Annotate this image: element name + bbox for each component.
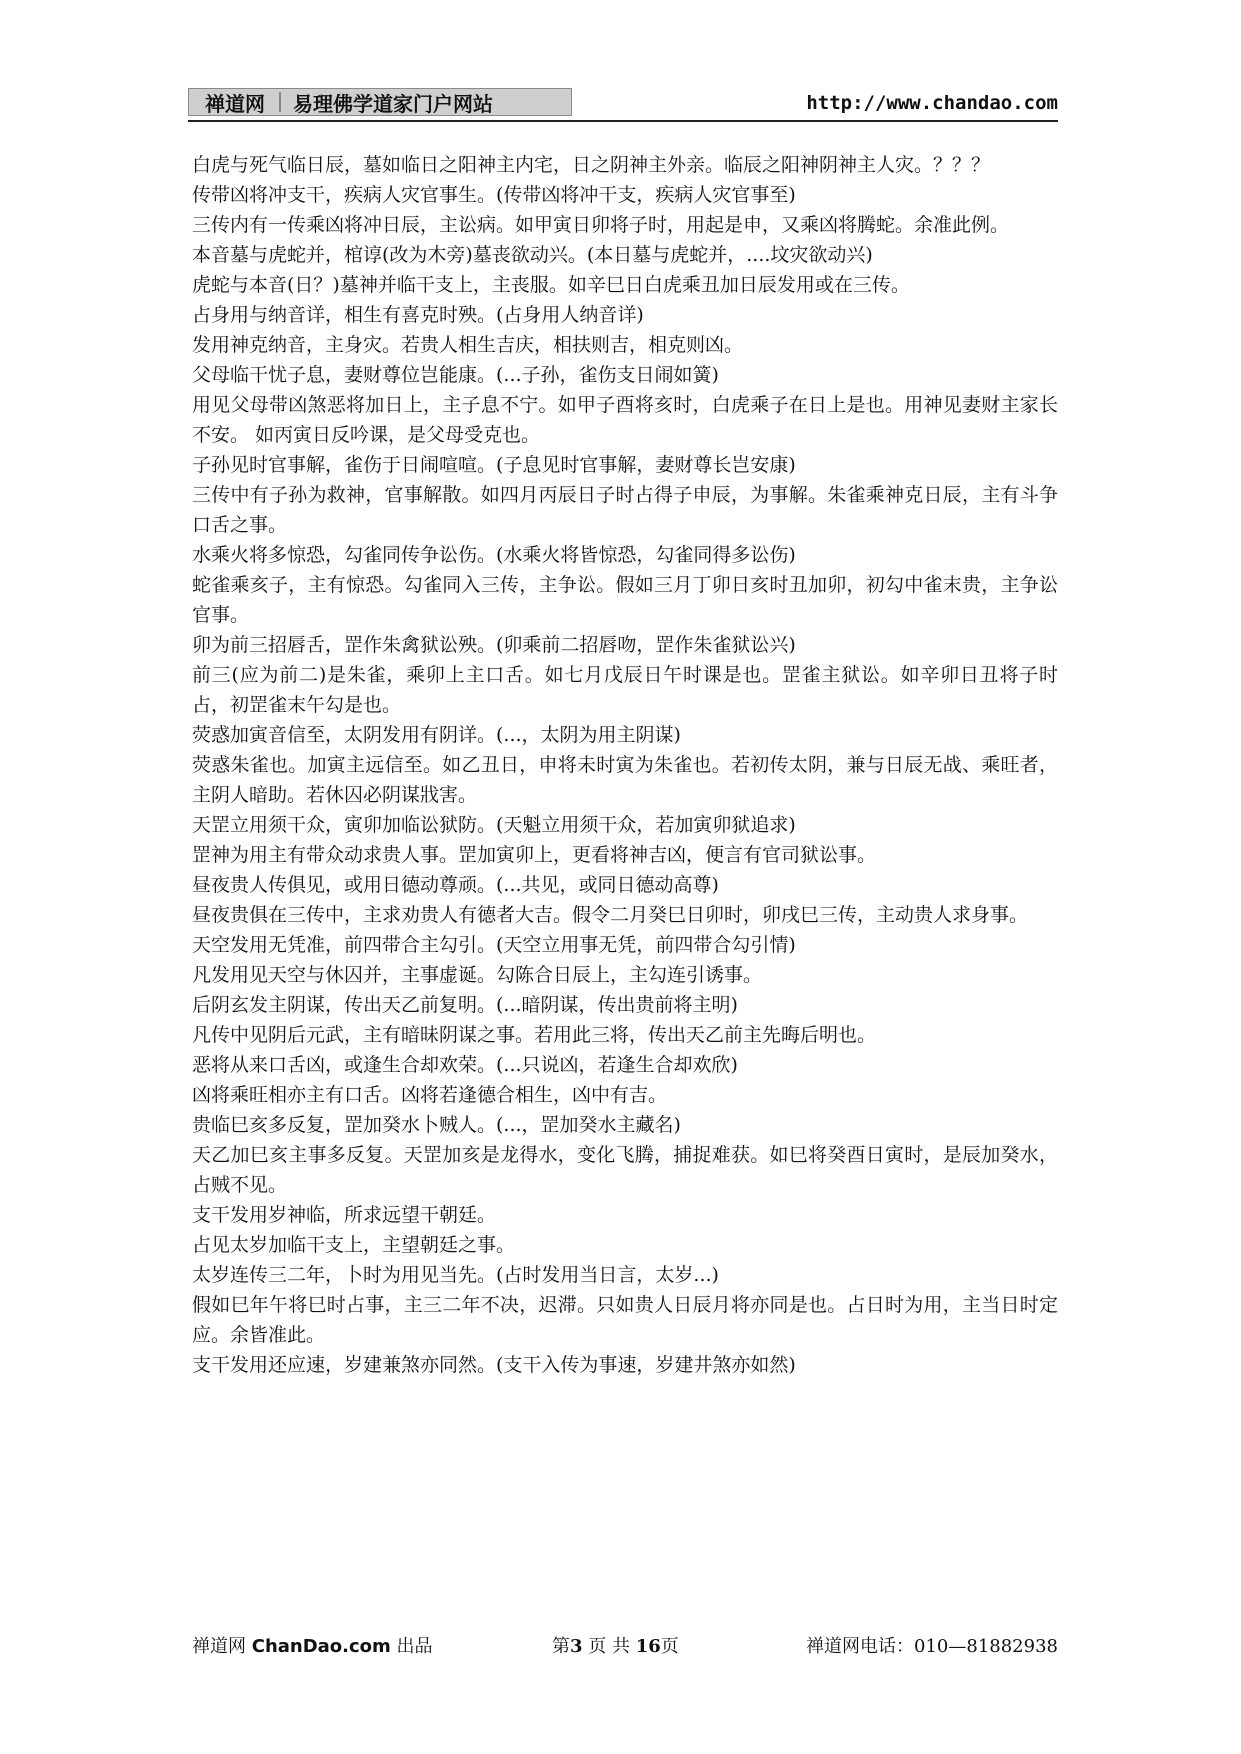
header-rule	[188, 120, 1058, 122]
paragraph: 白虎与死气临日辰，墓如临日之阳神主内宅，日之阴神主外亲。临辰之阳神阴神主人灾。？？？	[192, 154, 991, 176]
paragraph: 支干发用还应速，岁建兼煞亦同然。(支干入传为事速，岁建井煞亦如然)	[192, 1354, 796, 1376]
page-number-suffix: 页	[660, 1636, 679, 1657]
paragraph: 占身用与纳音详，相生有喜克时殃。(占身用人纳音详)	[192, 304, 644, 326]
total-pages: 16	[635, 1636, 661, 1657]
paragraph: 支干发用岁神临，所求远望干朝廷。	[192, 1204, 497, 1226]
paragraph: 假如巳年午将巳时占事，主三二年不决，迟滞。只如贵人日辰月将亦同是也。占日时为用，主当日时定应。余皆准此。	[192, 1294, 1058, 1346]
page-header	[188, 88, 1058, 124]
footer-credit	[192, 1632, 433, 1658]
paragraph: 恶将从来口舌凶，或逢生合却欢荣。(...只说凶，若逢生合却欢欣)	[192, 1054, 738, 1076]
paragraph: 罡神为用主有带众动求贵人事。罡加寅卯上，更看将神吉凶，便言有官司狱讼事。	[192, 844, 877, 866]
paragraph: 凡传中见阴后元武，主有暗昧阴谋之事。若用此三将，传出天乙前主先晦后明也。	[192, 1024, 877, 1046]
paragraph: 凡发用见天空与休囚并，主事虚诞。勾陈合日辰上，主勾连引诱事。	[192, 964, 763, 986]
paragraph: 本音墓与虎蛇并，棺谆(改为木旁)墓丧欲动兴。(本日墓与虎蛇并，....坟灾欲动兴)	[192, 244, 873, 266]
paragraph: 荧惑朱雀也。加寅主远信至。如乙丑日，申将未时寅为朱雀也。若初传太阴，兼与日辰无战、乘旺者，主阴人暗助。若休囚必阴谋戕害。	[192, 754, 1058, 806]
paragraph: 三传内有一传乘凶将冲日辰，主讼病。如甲寅日卯将子时，用起是申，又乘凶将腾蛇。余准此例。	[192, 214, 1010, 236]
footer-suffix: 出品	[396, 1636, 433, 1657]
paragraph: 传带凶将冲支干，疾病人灾官事生。(传带凶将冲干支，疾病人灾官事至)	[192, 184, 796, 206]
paragraph: 水乘火将多惊恐，勾雀同传争讼伤。(水乘火将皆惊恐，勾雀同得多讼伤)	[192, 544, 796, 566]
paragraph: 用见父母带凶煞恶将加日上，主子息不宁。如甲子酉将亥时，白虎乘子在日上是也。用神见妻财主家长不安。 如丙寅日反吟课，是父母受克也。	[192, 394, 1058, 446]
paragraph: 占见太岁加临干支上，主望朝廷之事。	[192, 1234, 516, 1256]
site-banner	[188, 88, 572, 116]
paragraph: 虎蛇与本音(日？)墓神并临干支上，主丧服。如辛巳日白虎乘丑加日辰发用或在三传。	[192, 274, 910, 296]
current-page: 3	[570, 1636, 583, 1657]
footer-site-name: 禅道网	[192, 1636, 246, 1657]
page-number	[552, 1632, 679, 1658]
page-number-prefix: 第	[552, 1636, 570, 1657]
footer-phone: 禅道网电话：010—81882938	[806, 1636, 1058, 1657]
site-url: http://www.chandao.com	[806, 92, 1058, 114]
paragraph: 发用神克纳音，主身灾。若贵人相生吉庆，相扶则吉，相克则凶。	[192, 334, 744, 356]
paragraph: 荧惑加寅音信至，太阴发用有阴详。(...，太阴为用主阴谋)	[192, 724, 681, 746]
page-footer	[192, 1632, 1058, 1662]
paragraph: 凶将乘旺相亦主有口舌。凶将若逢德合相生，凶中有吉。	[192, 1084, 668, 1106]
paragraph: 昼夜贵俱在三传中，主求劝贵人有德者大吉。假令二月癸巳日卯时，卯戌巳三传，主动贵人求身事。	[192, 904, 1029, 926]
site-slogan: 易理佛学道家门户网站	[293, 91, 493, 116]
paragraph: 卯为前三招唇舌，罡作朱禽狱讼殃。(卯乘前二招唇吻，罡作朱雀狱讼兴)	[192, 634, 796, 656]
paragraph: 昼夜贵人传俱见，或用日德动尊顽。(...共见，或同日德动高尊)	[192, 874, 719, 896]
paragraph: 天乙加巳亥主事多反复。天罡加亥是龙得水，变化飞腾，捕捉难获。如巳将癸酉日寅时，是辰加癸水，占贼不见。	[192, 1144, 1058, 1196]
footer-brand: ChanDao.com	[251, 1636, 391, 1657]
paragraph: 父母临干忧子息，妻财尊位岂能康。(...子孙，雀伤支日闹如簧)	[192, 364, 719, 386]
paragraph: 贵临巳亥多反复，罡加癸水卜贼人。(...，罡加癸水主藏名)	[192, 1114, 681, 1136]
paragraph: 三传中有子孙为救神，官事解散。如四月丙辰日子时占得子申辰，为事解。朱雀乘神克日辰，主有斗争口舌之事。	[192, 484, 1058, 536]
document-body	[192, 150, 1058, 1380]
paragraph: 后阴玄发主阴谋，传出天乙前复明。(...暗阴谋，传出贵前将主明)	[192, 994, 738, 1016]
paragraph: 子孙见时官事解，雀伤于日闹喧喧。(子息见时官事解，妻财尊长岂安康)	[192, 454, 796, 476]
paragraph: 太岁连传三二年，卜时为用见当先。(占时发用当日言，太岁...)	[192, 1264, 719, 1286]
page-number-middle: 页 共	[588, 1636, 630, 1657]
paragraph: 天罡立用须干众，寅卯加临讼狱防。(天魁立用须干众，若加寅卯狱追求)	[192, 814, 796, 836]
site-name: 禅道网	[205, 91, 265, 116]
paragraph: 前三(应为前二)是朱雀，乘卯上主口舌。如七月戊辰日午时课是也。罡雀主狱讼。如辛卯日丑将子时占，初罡雀末午勾是也。	[192, 664, 1058, 716]
paragraph: 天空发用无凭准，前四带合主勾引。(天空立用事无凭，前四带合勾引情)	[192, 934, 796, 956]
paragraph: 蛇雀乘亥子，主有惊恐。勾雀同入三传，主争讼。假如三月丁卯日亥时丑加卯，初勾中雀末贵，主争讼官事。	[192, 574, 1058, 626]
